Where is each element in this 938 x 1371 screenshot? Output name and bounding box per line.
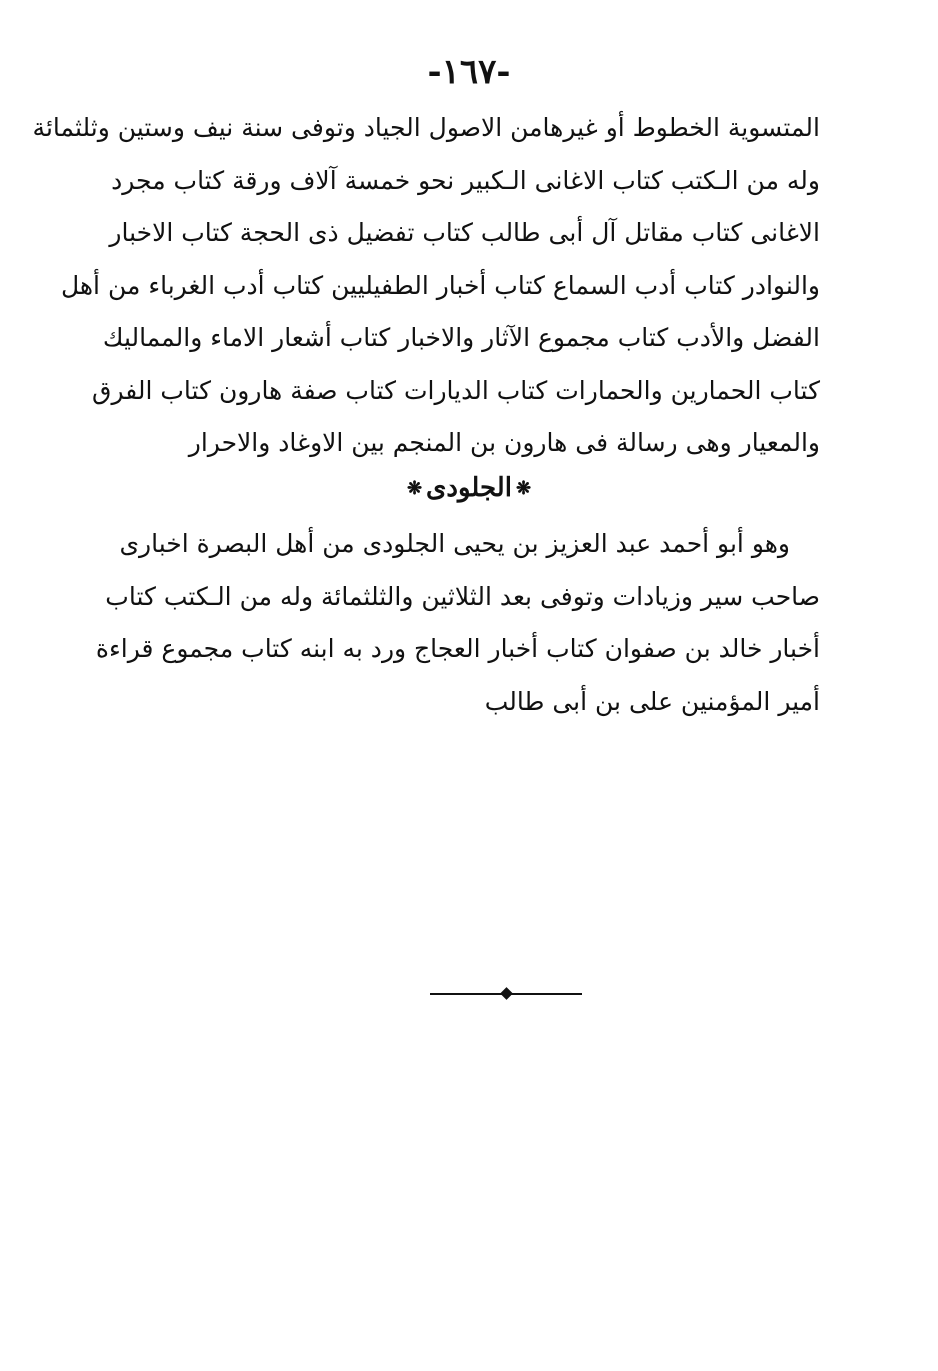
paragraph-1 (32, 102, 820, 470)
paragraph-1-line: الاغانى كتاب مقاتل آل أبى طالب كتاب تفضيل ذى الحجة كتاب الاخبار (109, 218, 820, 247)
paragraph-1-line: الفضل والأدب كتاب مجموع الآثار والاخبار كتاب أشعار الاماء والمماليك (102, 323, 820, 352)
paragraph-1-line: كتاب الحمارين والحمارات كتاب الديارات كتاب صفة هارون كتاب الفرق (92, 375, 820, 405)
paragraph-2 (95, 518, 820, 728)
paragraph-2-line: أمير المؤمنين على بن أبى طالب (484, 686, 820, 716)
section-title: الجلودى (426, 473, 512, 503)
paragraph-1-line: والمعيار وهى رسالة فى هارون بن المنجم بين الاوغاد والاحرار (188, 428, 820, 457)
ornament-icon: ❋ (515, 478, 532, 499)
paragraph-2-line: صاحب سير وزيادات وتوفى بعد الثلاثين والثلثمائة وله من الـكتب كتاب (105, 581, 820, 611)
ornament-icon: ❋ (406, 478, 423, 499)
paragraph-1-line: وله من الـكتب كتاب الاغانى الـكبير نحو خمسة آلاف ورقة كتاب مجرد (111, 165, 820, 195)
page-number: -١٦٧- (427, 52, 511, 92)
divider-diamond-icon (500, 987, 513, 1000)
paragraph-1-line: والنوادر كتاب أدب السماع كتاب أخبار الطفيليين كتاب أدب الغرباء من أهل (60, 270, 820, 300)
paragraph-1-line: المتسوية الخطوط أو غيرهامن الاصول الجياد وتوفى سنة نيف وستين وثلثمائة (32, 113, 820, 142)
paragraph-2-line: وهو أبو أحمد عبد العزيز بن يحيى الجلودى من أهل البصرة اخبارى (119, 529, 790, 558)
paragraph-2-line: أخبار خالد بن صفوان كتاب أخبار العجاج ورد به ابنه كتاب مجموع قراءة (95, 634, 820, 663)
section-heading (0, 462, 938, 515)
